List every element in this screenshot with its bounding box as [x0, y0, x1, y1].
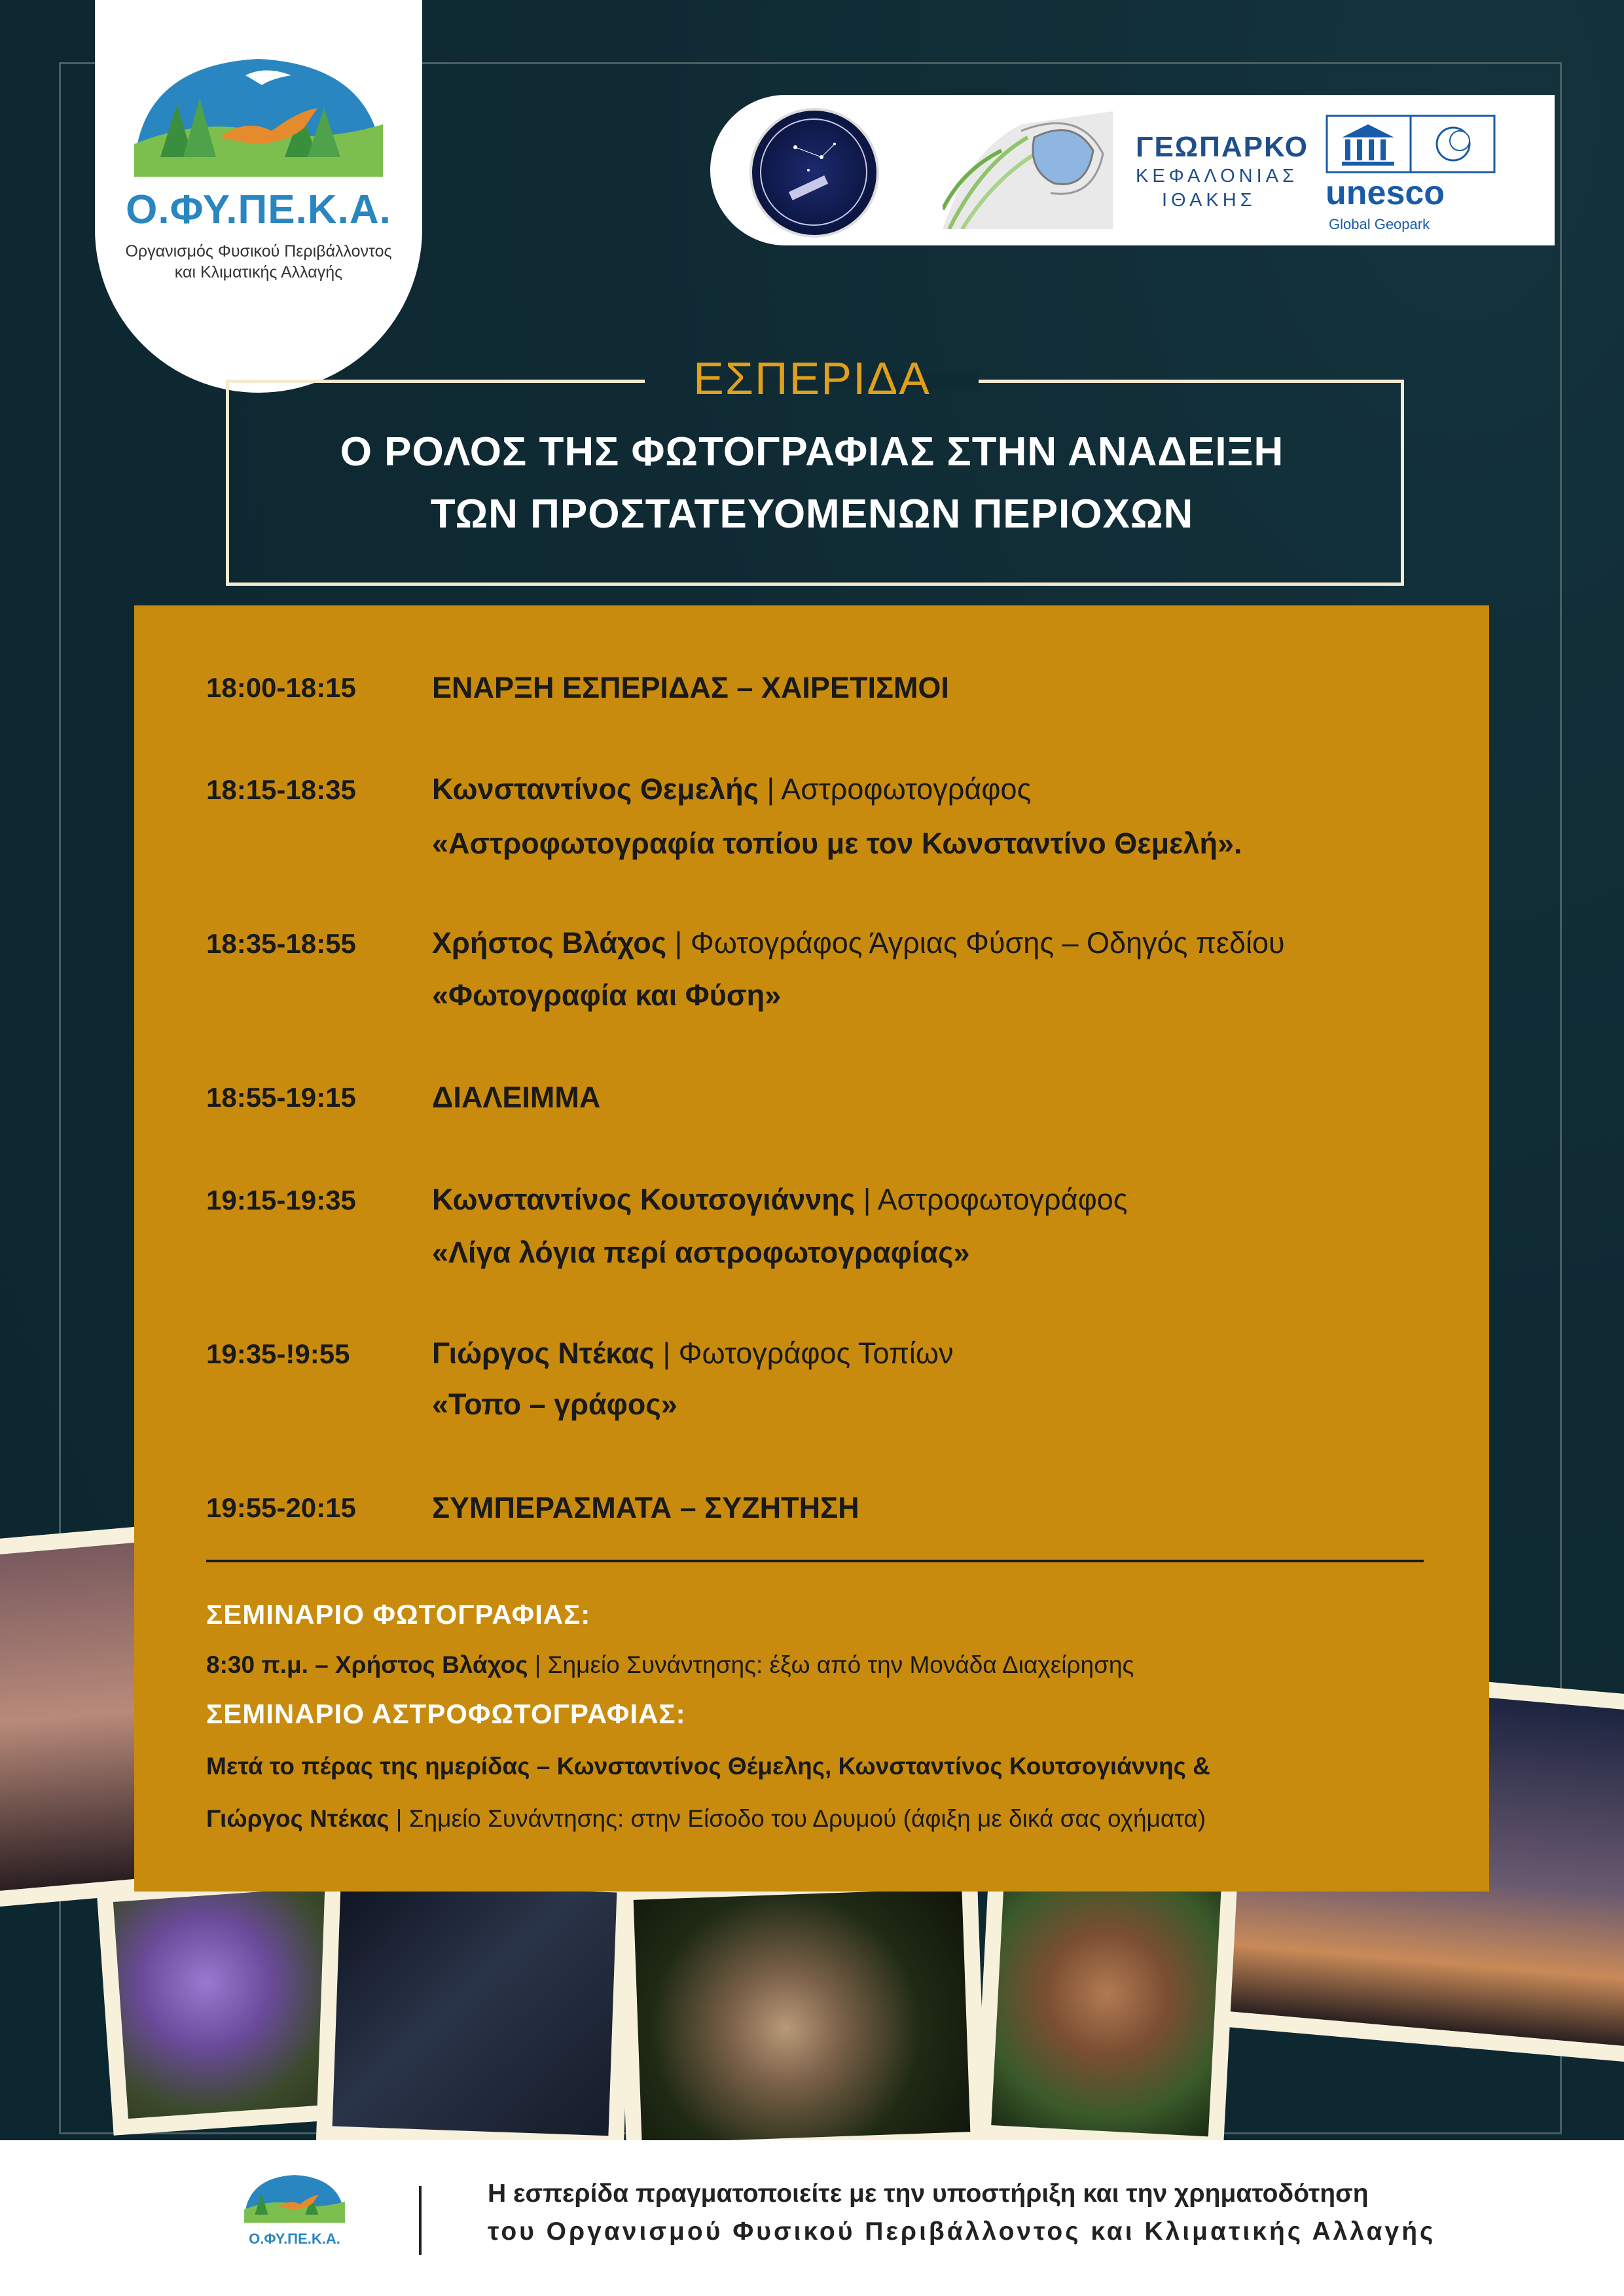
organizer-acronym: Ο.ΦΥ.ΠΕ.Κ.Α. [126, 187, 391, 232]
program-speaker-line: Κωνσταντίνος Θεμελής | Αστροφωτογράφος [432, 772, 1032, 806]
organizer-name-line2: και Κλιματικής Αλλαγής [174, 263, 343, 281]
event-title-line1: Ο ΡΟΛΟΣ ΤΗΣ ΦΩΤΟΓΡΑΦΙΑΣ ΣΤΗΝ ΑΝΑΔΕΙΞΗ [340, 429, 1284, 475]
program-speaker-line: Γιώργος Ντέκας | Φωτογράφος Τοπίων [432, 1336, 954, 1370]
speaker-role: Αστροφωτογράφος [877, 1183, 1128, 1216]
photo-seminar-details: 8:30 π.μ. – Χρήστος Βλάχος | Σημείο Συνάντησης: έξω από την Μονάδα Διαχείρησης [206, 1651, 1134, 1678]
speaker-name: Κωνσταντίνος Κουτσογιάννης [432, 1183, 856, 1216]
geopark-subtitle-1: ΚΕΦΑΛΟΝΙΑΣ [1136, 166, 1298, 187]
event-heading-frame [226, 380, 1404, 586]
talk-title: «Αστροφωτογραφία τοπίου με τον Κωνσταντίνο Θεμελή». [432, 827, 1242, 860]
footer-organizer-logo-icon [239, 2166, 350, 2229]
partner-logos-card [710, 95, 1555, 245]
unesco-subtitle: Global Geopark [1329, 216, 1430, 232]
geopark-subtitle-2: ΙΘΑΚΗΣ [1162, 190, 1256, 211]
speaker-role: Φωτογράφος Τοπίων [678, 1336, 954, 1370]
speaker-name: Χρήστος Βλάχος [432, 926, 667, 960]
program-time: 19:15-19:35 [206, 1185, 356, 1215]
program-time: 19:35-!9:55 [206, 1338, 350, 1369]
talk-title: «Τοπο – γράφος» [432, 1388, 677, 1421]
astro-seminar-speakers: Μετά το πέρας της ημερίδας – Κωνσταντίνος Θέμελης, Κωνσταντίνος Κουτσογιάννης & [206, 1753, 1210, 1780]
program-time: 18:55-19:15 [206, 1082, 356, 1113]
speaker-name: Γιώργος Ντέκας [432, 1336, 655, 1370]
dark-sky-park-logo [749, 108, 879, 238]
program-time: 18:35-18:55 [206, 928, 356, 959]
photo-seminar-heading: ΣΕΜΙΝΑΡΙΟ ΦΩΤΟΓΡΑΦΙΑΣ: [206, 1599, 591, 1630]
organizer-logo-icon [121, 46, 396, 183]
geopark-title: ΓΕΩΠΑΡΚΟ [1136, 131, 1308, 163]
photo-milky-way [316, 1867, 633, 2152]
organizer-name-line1: Οργανισμός Φυσικού Περιβάλλοντος [125, 242, 392, 260]
speaker-role: Αστροφωτογράφος [781, 772, 1032, 806]
unesco-temple-icon [1326, 115, 1496, 173]
footer-divider [419, 2186, 422, 2255]
program-time: 19:55-20:15 [206, 1492, 356, 1523]
photo-deer [617, 1873, 986, 2160]
program-divider [206, 1560, 1424, 1562]
footer [0, 2140, 1624, 2296]
program-time: 18:00-18:15 [206, 672, 356, 703]
speaker-name: Κωνσταντίνος Θεμελής [432, 772, 759, 806]
astro-seminar-heading: ΣΕΜΙΝΑΡΙΟ ΑΣΤΡΟΦΩΤΟΓΡΑΦΙΑΣ: [206, 1698, 686, 1729]
footer-line2: του Οργανισμού Φυσικού Περιβάλλοντος και Κλιματικής Αλλαγής [488, 2217, 1436, 2246]
program-item-title: ΕΝΑΡΞΗ ΕΣΠΕΡΙΔΑΣ – ΧΑΙΡΕΤΙΣΜΟΙ [432, 671, 949, 704]
footer-line1: Η εσπερίδα πραγματοποιείτε με την υποστήριξη και την χρηματοδότηση [488, 2179, 1369, 2208]
program-speaker-line: Κωνσταντίνος Κουτσογιάννης | Αστροφωτογράφος [432, 1183, 1128, 1216]
photo-pine-cones [975, 1859, 1238, 2153]
geopark-map-icon [943, 111, 1113, 229]
telescope-icon [749, 108, 874, 232]
program-item-title: ΣΥΜΠΕΡΑΣΜΑΤΑ – ΣΥΖΗΤΗΣΗ [432, 1491, 859, 1524]
footer-logo-acronym: Ο.ΦΥ.ΠΕ.Κ.Α. [249, 2231, 340, 2247]
event-type: ΕΣΠΕΡΙΔΑ [693, 353, 931, 404]
talk-title: «Λίγα λόγια περί αστροφωτογραφίας» [432, 1236, 970, 1269]
organizer-logo-card [95, 0, 422, 393]
astro-seminar-details: Γιώργος Ντέκας | Σημείο Συνάντησης: στην Είσοδο του Δρυμού (άφιξη με δικά σας οχήματα) [206, 1805, 1206, 1832]
speaker-role: Φωτογράφος Άγριας Φύσης – Οδηγός πεδίου [690, 926, 1285, 960]
talk-title: «Φωτογραφία και Φύση» [432, 978, 782, 1012]
program-item-title: ΔΙΑΛΕΙΜΜΑ [432, 1081, 601, 1114]
program-time: 18:15-18:35 [206, 774, 356, 805]
unesco-name: unesco [1326, 174, 1445, 212]
event-title-line2: ΤΩΝ ΠΡΟΣΤΑΤΕΥΟΜΕΝΩΝ ΠΕΡΙΟΧΩΝ [430, 492, 1194, 537]
program-speaker-line: Χρήστος Βλάχος | Φωτογράφος Άγριας Φύσης – Οδηγός πεδίου [432, 926, 1285, 960]
